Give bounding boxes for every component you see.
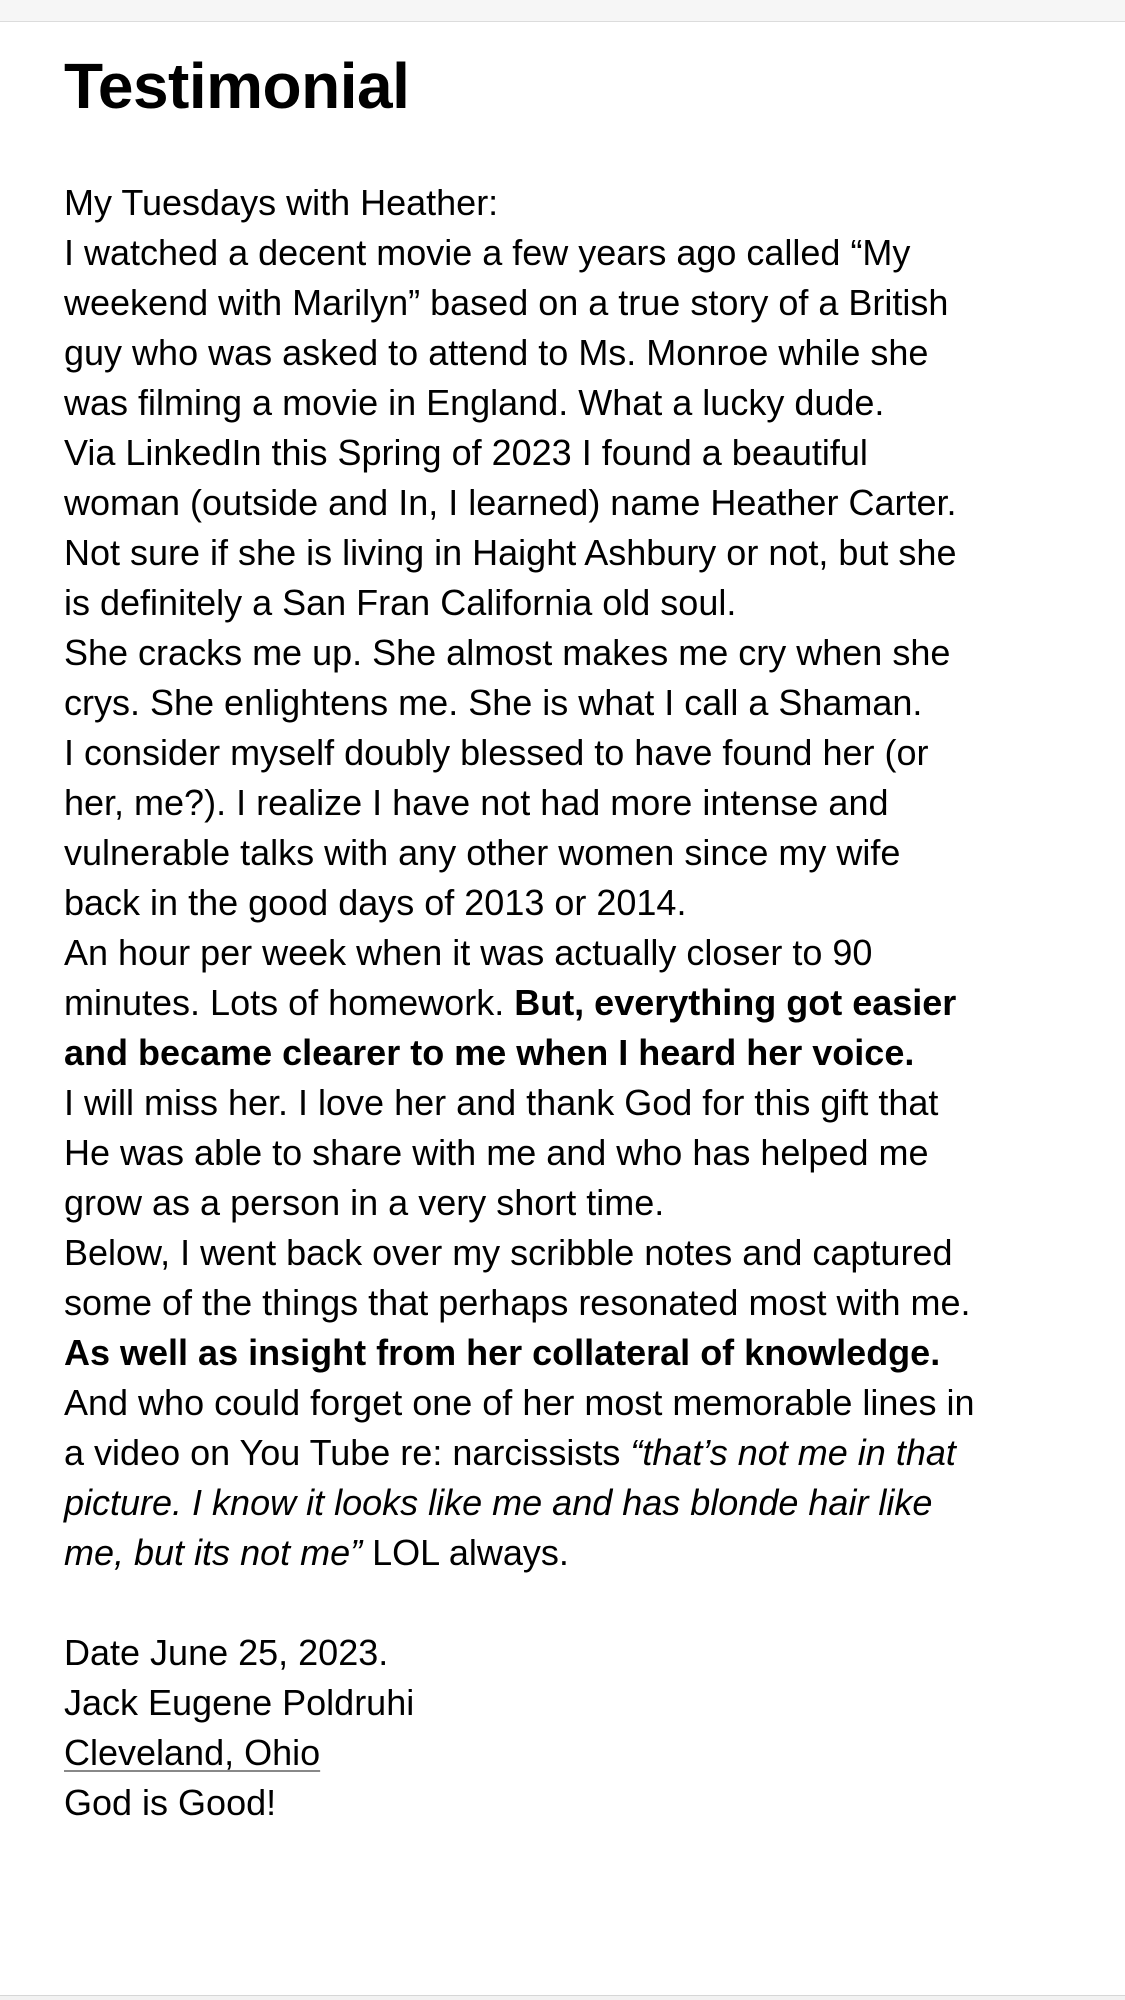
text-line: He was able to share with me and who has helped me [64, 1132, 929, 1173]
text-line: weekend with Marilyn” based on a true story of a British [64, 282, 949, 323]
italic-quote: me, but its not me” [64, 1532, 363, 1573]
text-segment: minutes. Lots of homework. [64, 982, 515, 1023]
text-line: was filming a movie in England. What a lucky dude. [64, 382, 885, 423]
text-line: I watched a decent movie a few years ago called “My [64, 232, 911, 273]
text-line [64, 978, 1064, 1028]
top-bar [0, 0, 1125, 22]
signature-name: Jack Eugene Poldruhi [64, 1682, 415, 1723]
text-line: is definitely a San Fran California old soul. [64, 582, 737, 623]
text-line: Not sure if she is living in Haight Ashbury or not, but she [64, 532, 957, 573]
location-link-text[interactable]: Cleveland, Ohio [64, 1732, 321, 1773]
text-line: And who could forget one of her most memorable lines in [64, 1382, 975, 1423]
italic-quote: “that’s not me in that [630, 1432, 956, 1473]
text-line: I consider myself doubly blessed to have found her (or [64, 732, 929, 773]
text-line: vulnerable talks with any other women since my wife [64, 832, 901, 873]
text-line [64, 1528, 1064, 1578]
bold-text: But, everything got easier [514, 982, 957, 1023]
signature-location-link[interactable] [64, 1728, 1064, 1778]
bold-text: and became clearer to me when I heard her voice. [64, 1032, 915, 1073]
text-line: woman (outside and In, I learned) name Heather Carter. [64, 482, 957, 523]
text-line [64, 1328, 1064, 1378]
text-line [64, 1478, 1064, 1528]
signature-closing: God is Good! [64, 1782, 277, 1823]
signature-date: Date June 25, 2023. [64, 1632, 389, 1673]
document-content [64, 46, 1064, 1828]
text-line: Below, I went back over my scribble notes and captured [64, 1232, 953, 1273]
paragraph-gap [64, 1578, 1064, 1628]
page-title: Testimonial [64, 50, 410, 122]
text-line: Via LinkedIn this Spring of 2023 I found a beautiful [64, 432, 868, 473]
text-line: her, me?). I realize I have not had more intense and [64, 782, 889, 823]
text-line: back in the good days of 2013 or 2014. [64, 882, 687, 923]
bottom-bar [0, 1995, 1125, 2000]
text-line: some of the things that perhaps resonated most with me. [64, 1282, 971, 1323]
text-line: An hour per week when it was actually closer to 90 [64, 932, 873, 973]
text-line: guy who was asked to attend to Ms. Monroe while she [64, 332, 929, 373]
text-segment: LOL always. [362, 1532, 569, 1573]
text-line: She cracks me up. She almost makes me cry when she [64, 632, 951, 673]
text-line: I will miss her. I love her and thank God for this gift that [64, 1082, 939, 1123]
text-line: My Tuesdays with Heather: [64, 182, 499, 223]
bold-text: As well as insight from her collateral of knowledge. [64, 1332, 941, 1373]
text-line [64, 1428, 1064, 1478]
italic-quote: picture. I know it looks like me and has blonde hair like [64, 1482, 933, 1523]
text-line: crys. She enlightens me. She is what I call a Shaman. [64, 682, 923, 723]
text-line [64, 1028, 1064, 1078]
text-line: grow as a person in a very short time. [64, 1182, 665, 1223]
text-segment: a video on You Tube re: narcissists [64, 1432, 631, 1473]
testimonial-body [64, 178, 1064, 1828]
